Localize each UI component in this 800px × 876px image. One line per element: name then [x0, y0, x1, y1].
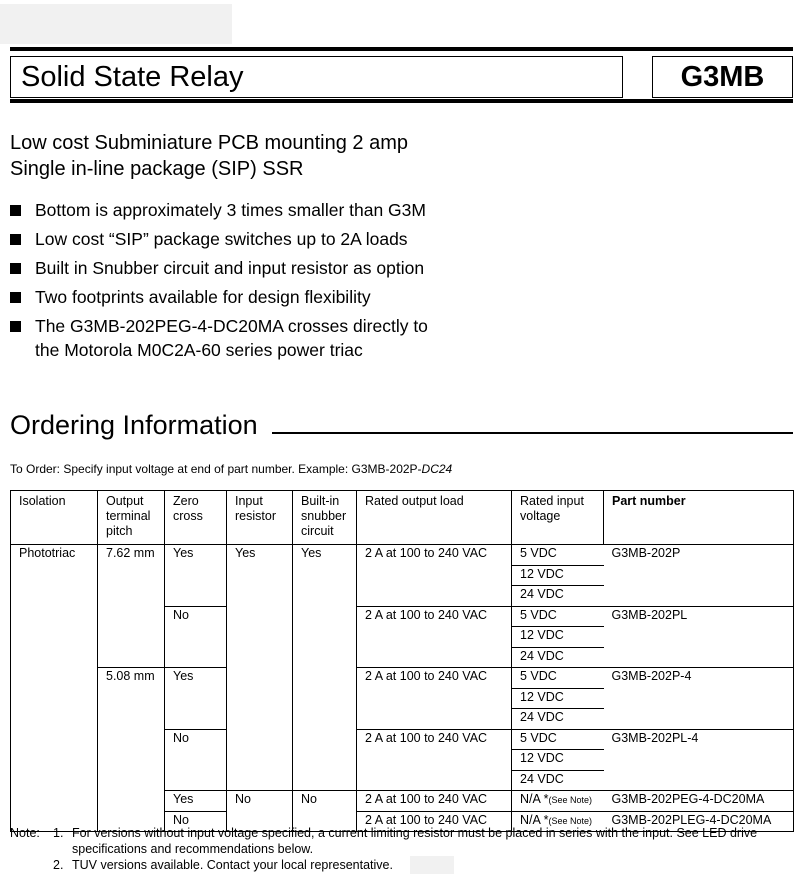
section-rule [272, 432, 793, 434]
bullet-square-icon [10, 234, 21, 245]
col-header-snubber: Built-in snubber circuit [293, 491, 357, 545]
bullet-square-icon [10, 292, 21, 303]
cell-input-resistor: Yes [227, 545, 293, 791]
cell-zero-cross: Yes [165, 545, 227, 607]
feature-item [10, 256, 424, 280]
cell-snubber: No [293, 791, 357, 832]
ordering-instruction: To Order: Specify input voltage at end of part number. Example: G3MB-202P-DC24 [10, 462, 453, 476]
cell-load: 2 A at 100 to 240 VAC [357, 545, 512, 607]
cell-part-number: G3MB-202P-4 [604, 668, 794, 689]
header-rule-bottom [10, 99, 793, 103]
cell-part-blank [604, 565, 794, 586]
col-header-input-resistor: Input resistor [227, 491, 293, 545]
page-title: Solid State Relay [10, 56, 623, 98]
cell-part-blank [604, 709, 794, 730]
col-header-load: Rated output load [357, 491, 512, 545]
cell-voltage: 24 VDC [512, 770, 604, 791]
note-2-text: TUV versions available. Contact your local representative. [72, 858, 393, 872]
cell-load: 2 A at 100 to 240 VAC [357, 668, 512, 730]
cell-part-number: G3MB-202PEG-4-DC20MA [604, 791, 794, 812]
faint-scan-artifact-footer [410, 856, 454, 874]
cell-zero-cross: No [165, 811, 227, 832]
cell-load: 2 A at 100 to 240 VAC [357, 606, 512, 668]
cell-part-blank [604, 586, 794, 607]
ordering-title: Ordering Information [10, 408, 262, 442]
cell-zero-cross: No [165, 729, 227, 791]
cell-pitch: 5.08 mm [98, 668, 165, 832]
cell-part-blank [604, 627, 794, 648]
cell-input-resistor: No [227, 791, 293, 832]
ordering-table [10, 490, 794, 832]
notes-label: Note: [10, 826, 40, 840]
feature-item [10, 285, 371, 309]
note-1-text-continued: specifications and recommendations below. [72, 842, 314, 856]
feature-text: The G3MB-202PEG-4-DC20MA crosses directly to [35, 316, 428, 336]
cell-voltage: 24 VDC [512, 709, 604, 730]
cell-part-blank [604, 750, 794, 771]
feature-item [10, 314, 428, 362]
bullet-square-icon [10, 321, 21, 332]
bullet-square-icon [10, 263, 21, 274]
feature-item [10, 227, 408, 251]
cell-voltage: 12 VDC [512, 688, 604, 709]
col-header-voltage: Rated input voltage [512, 491, 604, 545]
cell-load: 2 A at 100 to 240 VAC [357, 811, 512, 832]
cell-part-number: G3MB-202P [604, 545, 794, 566]
cell-part-number: G3MB-202PLEG-4-DC20MA [604, 811, 794, 832]
faint-scan-artifact [0, 4, 232, 44]
feature-text: Low cost “SIP” package switches up to 2A loads [35, 229, 408, 249]
table-row [11, 545, 794, 566]
cell-load: 2 A at 100 to 240 VAC [357, 791, 512, 812]
cell-voltage: 5 VDC [512, 545, 604, 566]
cell-zero-cross: No [165, 606, 227, 668]
cell-voltage: N/A *(See Note) [512, 811, 604, 832]
feature-text-continued: the Motorola M0C2A-60 series power triac [35, 340, 363, 360]
cell-part-blank [604, 688, 794, 709]
cell-zero-cross: Yes [165, 791, 227, 812]
col-header-zero-cross: Zero cross [165, 491, 227, 545]
header-rule-top [10, 47, 793, 51]
cell-part-number: G3MB-202PL-4 [604, 729, 794, 750]
feature-text: Built in Snubber circuit and input resistor as option [35, 258, 425, 278]
table-header-row [11, 491, 794, 545]
cell-snubber: Yes [293, 545, 357, 791]
cell-voltage: 5 VDC [512, 668, 604, 689]
cell-voltage: 12 VDC [512, 750, 604, 771]
feature-item [10, 198, 426, 222]
col-header-part: Part number [604, 491, 794, 545]
col-header-isolation: Isolation [11, 491, 98, 545]
table-row [11, 668, 794, 689]
cell-voltage: 5 VDC [512, 729, 604, 750]
cell-load: 2 A at 100 to 240 VAC [357, 729, 512, 791]
cell-voltage: N/A *(See Note) [512, 791, 604, 812]
lead-line-2: Single in-line package (SIP) SSR [10, 158, 304, 180]
model-name: G3MB [652, 56, 793, 98]
note-1-number: 1. [53, 826, 64, 840]
cell-part-number: G3MB-202PL [604, 606, 794, 627]
cell-voltage: 24 VDC [512, 647, 604, 668]
note-2-number: 2. [53, 858, 64, 872]
cell-voltage: 12 VDC [512, 565, 604, 586]
feature-text: Bottom is approximately 3 times smaller than G3M [35, 200, 426, 220]
cell-pitch: 7.62 mm [98, 545, 165, 668]
cell-voltage: 5 VDC [512, 606, 604, 627]
col-header-pitch: Output terminal pitch [98, 491, 165, 545]
note-1-text: For versions without input voltage specified, a current limiting resistor must be placed in series with the input. See LED drive [72, 826, 758, 840]
cell-part-blank [604, 770, 794, 791]
cell-voltage: 24 VDC [512, 586, 604, 607]
cell-zero-cross: Yes [165, 668, 227, 730]
bullet-square-icon [10, 205, 21, 216]
feature-text: Two footprints available for design flexibility [35, 287, 371, 307]
cell-voltage: 12 VDC [512, 627, 604, 648]
cell-isolation: Phototriac [11, 545, 98, 832]
cell-part-blank [604, 647, 794, 668]
lead-line-1: Low cost Subminiature PCB mounting 2 amp [10, 132, 408, 154]
